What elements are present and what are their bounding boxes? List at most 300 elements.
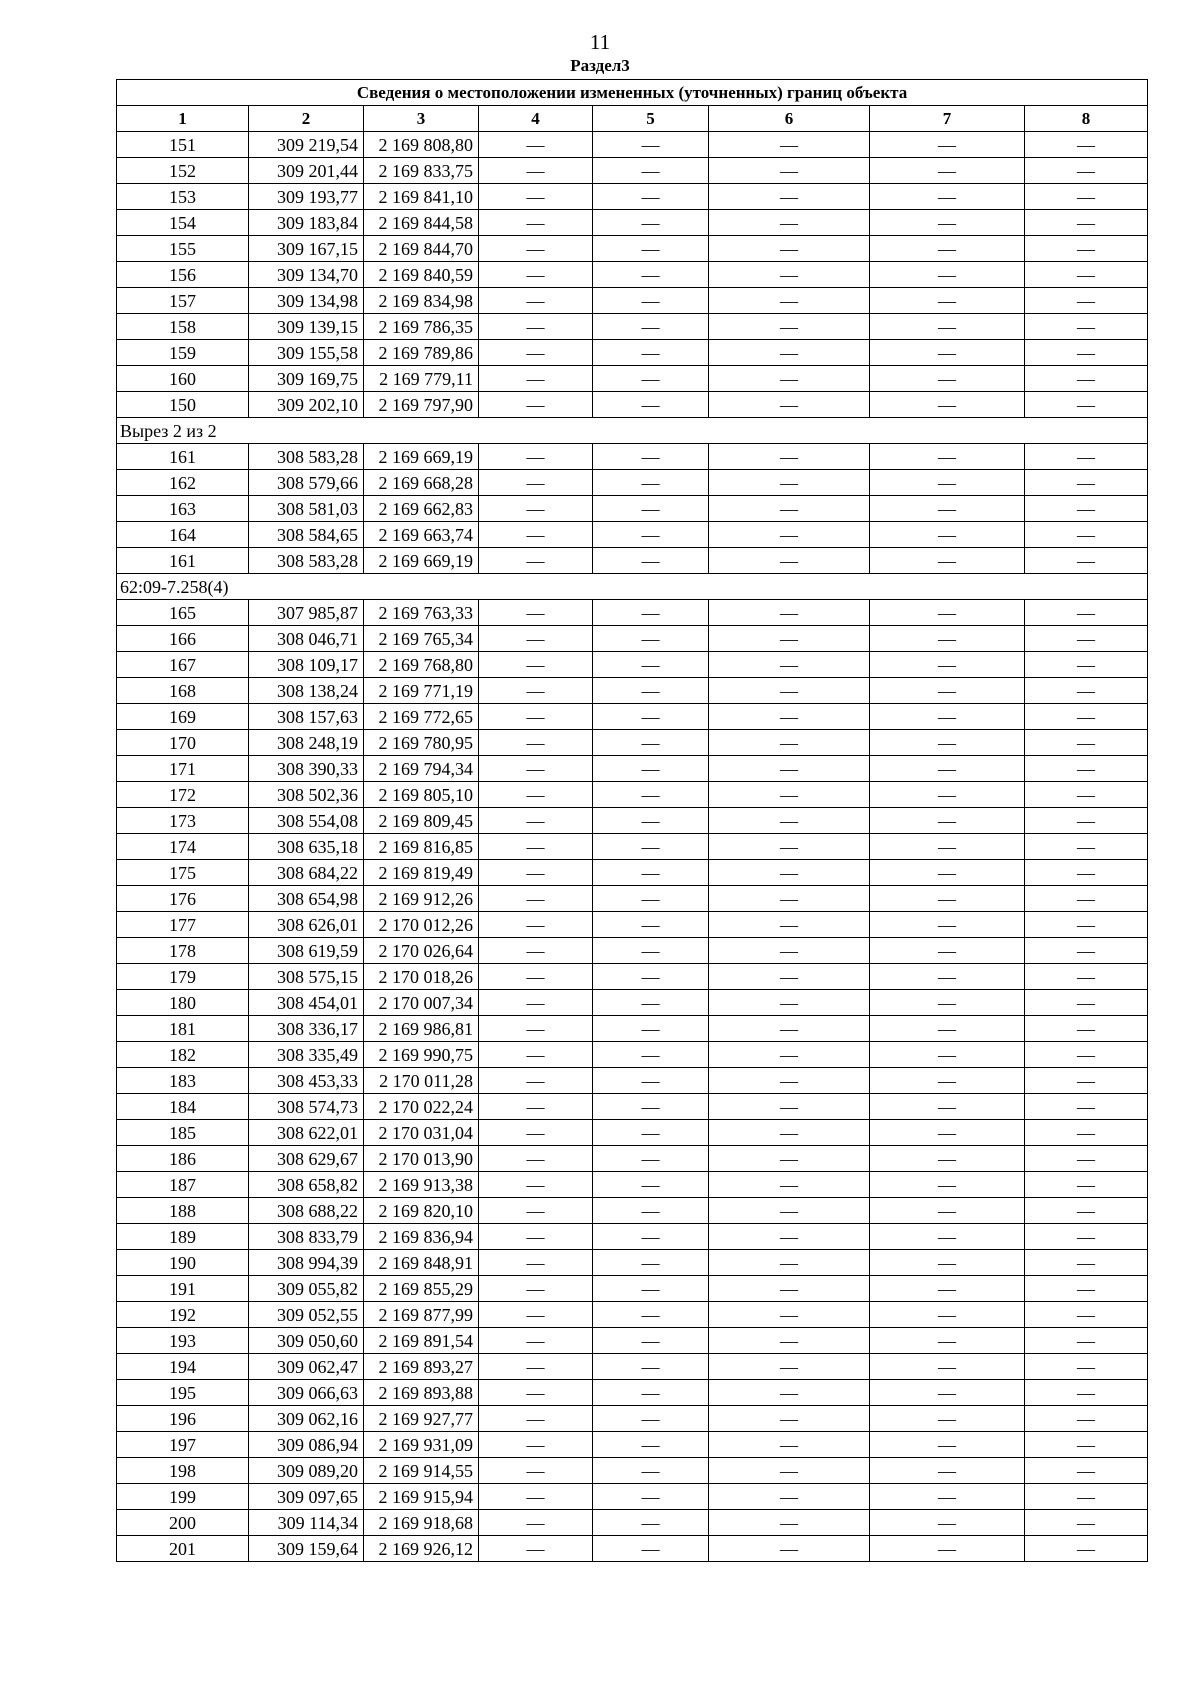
y-coordinate-cell: 2 169 786,35	[364, 314, 479, 340]
x-coordinate-cell: 309 159,64	[249, 1536, 364, 1562]
point-number-cell: 198	[117, 1458, 249, 1484]
empty-value-dash: —	[709, 548, 870, 574]
empty-value-dash: —	[479, 1172, 593, 1198]
empty-value-dash: —	[709, 1432, 870, 1458]
empty-value-dash: —	[479, 1380, 593, 1406]
empty-value-dash: —	[709, 444, 870, 470]
x-coordinate-cell: 308 584,65	[249, 522, 364, 548]
empty-value-dash: —	[870, 184, 1025, 210]
empty-value-dash: —	[593, 1484, 709, 1510]
empty-value-dash: —	[870, 1510, 1025, 1536]
empty-value-dash: —	[709, 470, 870, 496]
empty-value-dash: —	[1025, 1510, 1148, 1536]
table-row	[117, 1276, 1148, 1302]
y-coordinate-cell: 2 169 844,70	[364, 236, 479, 262]
y-coordinate-cell: 2 169 848,91	[364, 1250, 479, 1276]
point-number-cell: 172	[117, 782, 249, 808]
empty-value-dash: —	[1025, 600, 1148, 626]
column-header-5: 5	[593, 106, 709, 132]
x-coordinate-cell: 307 985,87	[249, 600, 364, 626]
x-coordinate-cell: 309 193,77	[249, 184, 364, 210]
y-coordinate-cell: 2 169 918,68	[364, 1510, 479, 1536]
x-coordinate-cell: 309 155,58	[249, 340, 364, 366]
y-coordinate-cell: 2 169 765,34	[364, 626, 479, 652]
x-coordinate-cell: 308 335,49	[249, 1042, 364, 1068]
point-number-cell: 157	[117, 288, 249, 314]
empty-value-dash: —	[479, 834, 593, 860]
empty-value-dash: —	[1025, 288, 1148, 314]
empty-value-dash: —	[870, 1016, 1025, 1042]
x-coordinate-cell: 308 684,22	[249, 860, 364, 886]
empty-value-dash: —	[479, 860, 593, 886]
empty-value-dash: —	[593, 496, 709, 522]
point-number-cell: 165	[117, 600, 249, 626]
x-coordinate-cell: 309 097,65	[249, 1484, 364, 1510]
table-body	[117, 132, 1148, 1562]
empty-value-dash: —	[1025, 1120, 1148, 1146]
empty-value-dash: —	[709, 1146, 870, 1172]
empty-value-dash: —	[870, 1094, 1025, 1120]
empty-value-dash: —	[709, 652, 870, 678]
empty-value-dash: —	[479, 262, 593, 288]
y-coordinate-cell: 2 169 669,19	[364, 444, 479, 470]
y-coordinate-cell: 2 169 663,74	[364, 522, 479, 548]
x-coordinate-cell: 308 502,36	[249, 782, 364, 808]
empty-value-dash: —	[479, 158, 593, 184]
empty-value-dash: —	[593, 314, 709, 340]
empty-value-dash: —	[709, 210, 870, 236]
point-number-cell: 173	[117, 808, 249, 834]
x-coordinate-cell: 308 626,01	[249, 912, 364, 938]
empty-value-dash: —	[870, 1198, 1025, 1224]
x-coordinate-cell: 308 629,67	[249, 1146, 364, 1172]
empty-value-dash: —	[593, 444, 709, 470]
empty-value-dash: —	[1025, 1406, 1148, 1432]
empty-value-dash: —	[870, 938, 1025, 964]
x-coordinate-cell: 308 833,79	[249, 1224, 364, 1250]
table-row	[117, 184, 1148, 210]
empty-value-dash: —	[1025, 652, 1148, 678]
empty-value-dash: —	[593, 470, 709, 496]
table-caption-row	[117, 80, 1148, 106]
y-coordinate-cell: 2 169 779,11	[364, 366, 479, 392]
empty-value-dash: —	[1025, 1068, 1148, 1094]
empty-value-dash: —	[479, 1484, 593, 1510]
empty-value-dash: —	[479, 600, 593, 626]
y-coordinate-cell: 2 169 893,88	[364, 1380, 479, 1406]
empty-value-dash: —	[593, 392, 709, 418]
empty-value-dash: —	[870, 600, 1025, 626]
empty-value-dash: —	[709, 1458, 870, 1484]
empty-value-dash: —	[1025, 470, 1148, 496]
point-number-cell: 190	[117, 1250, 249, 1276]
point-number-cell: 152	[117, 158, 249, 184]
empty-value-dash: —	[593, 1510, 709, 1536]
y-coordinate-cell: 2 169 669,19	[364, 548, 479, 574]
table-row	[117, 1068, 1148, 1094]
y-coordinate-cell: 2 169 927,77	[364, 1406, 479, 1432]
point-number-cell: 169	[117, 704, 249, 730]
y-coordinate-cell: 2 169 763,33	[364, 600, 479, 626]
empty-value-dash: —	[593, 678, 709, 704]
empty-value-dash: —	[593, 756, 709, 782]
empty-value-dash: —	[709, 782, 870, 808]
table-row	[117, 522, 1148, 548]
y-coordinate-cell: 2 169 794,34	[364, 756, 479, 782]
empty-value-dash: —	[479, 886, 593, 912]
table-row	[117, 886, 1148, 912]
empty-value-dash: —	[479, 1510, 593, 1536]
empty-value-dash: —	[1025, 1198, 1148, 1224]
table-row	[117, 1120, 1148, 1146]
empty-value-dash: —	[593, 1250, 709, 1276]
empty-value-dash: —	[709, 730, 870, 756]
table-row	[117, 158, 1148, 184]
empty-value-dash: —	[479, 1042, 593, 1068]
table-row	[117, 938, 1148, 964]
empty-value-dash: —	[479, 1224, 593, 1250]
point-number-cell: 178	[117, 938, 249, 964]
empty-value-dash: —	[870, 262, 1025, 288]
point-number-cell: 171	[117, 756, 249, 782]
x-coordinate-cell: 308 390,33	[249, 756, 364, 782]
x-coordinate-cell: 308 138,24	[249, 678, 364, 704]
empty-value-dash: —	[1025, 1016, 1148, 1042]
empty-value-dash: —	[593, 262, 709, 288]
table-row	[117, 600, 1148, 626]
y-coordinate-cell: 2 169 986,81	[364, 1016, 479, 1042]
table-row	[117, 496, 1148, 522]
empty-value-dash: —	[1025, 366, 1148, 392]
empty-value-dash: —	[593, 1276, 709, 1302]
empty-value-dash: —	[479, 626, 593, 652]
empty-value-dash: —	[593, 652, 709, 678]
empty-value-dash: —	[1025, 756, 1148, 782]
empty-value-dash: —	[1025, 1276, 1148, 1302]
empty-value-dash: —	[479, 808, 593, 834]
table-row	[117, 756, 1148, 782]
empty-value-dash: —	[1025, 938, 1148, 964]
y-coordinate-cell: 2 169 844,58	[364, 210, 479, 236]
group-label-row	[117, 418, 1148, 444]
table-row	[117, 626, 1148, 652]
point-number-cell: 160	[117, 366, 249, 392]
point-number-cell: 195	[117, 1380, 249, 1406]
y-coordinate-cell: 2 170 011,28	[364, 1068, 479, 1094]
empty-value-dash: —	[870, 1120, 1025, 1146]
empty-value-dash: —	[593, 1068, 709, 1094]
empty-value-dash: —	[593, 1120, 709, 1146]
empty-value-dash: —	[1025, 730, 1148, 756]
empty-value-dash: —	[709, 392, 870, 418]
empty-value-dash: —	[870, 912, 1025, 938]
empty-value-dash: —	[1025, 210, 1148, 236]
x-coordinate-cell: 308 574,73	[249, 1094, 364, 1120]
empty-value-dash: —	[870, 1328, 1025, 1354]
empty-value-dash: —	[593, 808, 709, 834]
empty-value-dash: —	[593, 704, 709, 730]
y-coordinate-cell: 2 170 007,34	[364, 990, 479, 1016]
empty-value-dash: —	[593, 522, 709, 548]
table-row	[117, 1328, 1148, 1354]
table-row	[117, 1094, 1148, 1120]
empty-value-dash: —	[870, 834, 1025, 860]
group-label: Вырез 2 из 2	[117, 418, 1148, 444]
empty-value-dash: —	[870, 314, 1025, 340]
y-coordinate-cell: 2 169 893,27	[364, 1354, 479, 1380]
empty-value-dash: —	[709, 262, 870, 288]
empty-value-dash: —	[709, 860, 870, 886]
empty-value-dash: —	[479, 1198, 593, 1224]
empty-value-dash: —	[870, 860, 1025, 886]
section-title: Раздел3	[570, 56, 630, 75]
empty-value-dash: —	[593, 1354, 709, 1380]
empty-value-dash: —	[709, 1484, 870, 1510]
table-row	[117, 1484, 1148, 1510]
empty-value-dash: —	[593, 548, 709, 574]
y-coordinate-cell: 2 169 891,54	[364, 1328, 479, 1354]
point-number-cell: 182	[117, 1042, 249, 1068]
table-row	[117, 470, 1148, 496]
x-coordinate-cell: 309 219,54	[249, 132, 364, 158]
empty-value-dash: —	[870, 678, 1025, 704]
point-number-cell: 194	[117, 1354, 249, 1380]
x-coordinate-cell: 308 688,22	[249, 1198, 364, 1224]
empty-value-dash: —	[709, 912, 870, 938]
table-row	[117, 1250, 1148, 1276]
empty-value-dash: —	[479, 1432, 593, 1458]
empty-value-dash: —	[870, 158, 1025, 184]
empty-value-dash: —	[479, 1016, 593, 1042]
y-coordinate-cell: 2 169 768,80	[364, 652, 479, 678]
point-number-cell: 158	[117, 314, 249, 340]
empty-value-dash: —	[479, 730, 593, 756]
empty-value-dash: —	[479, 496, 593, 522]
empty-value-dash: —	[479, 704, 593, 730]
empty-value-dash: —	[479, 444, 593, 470]
empty-value-dash: —	[1025, 1458, 1148, 1484]
x-coordinate-cell: 309 183,84	[249, 210, 364, 236]
empty-value-dash: —	[709, 938, 870, 964]
table-row	[117, 1172, 1148, 1198]
empty-value-dash: —	[1025, 496, 1148, 522]
empty-value-dash: —	[709, 288, 870, 314]
empty-value-dash: —	[709, 600, 870, 626]
empty-value-dash: —	[1025, 548, 1148, 574]
empty-value-dash: —	[479, 522, 593, 548]
empty-value-dash: —	[479, 340, 593, 366]
empty-value-dash: —	[870, 990, 1025, 1016]
table-row	[117, 132, 1148, 158]
empty-value-dash: —	[709, 1094, 870, 1120]
table-row	[117, 1354, 1148, 1380]
empty-value-dash: —	[870, 756, 1025, 782]
empty-value-dash: —	[870, 288, 1025, 314]
y-coordinate-cell: 2 169 805,10	[364, 782, 479, 808]
table-row	[117, 1224, 1148, 1250]
point-number-cell: 163	[117, 496, 249, 522]
empty-value-dash: —	[593, 1016, 709, 1042]
empty-value-dash: —	[709, 704, 870, 730]
y-coordinate-cell: 2 169 841,10	[364, 184, 479, 210]
point-number-cell: 174	[117, 834, 249, 860]
point-number-cell: 166	[117, 626, 249, 652]
empty-value-dash: —	[1025, 340, 1148, 366]
point-number-cell: 185	[117, 1120, 249, 1146]
point-number-cell: 179	[117, 964, 249, 990]
empty-value-dash: —	[593, 1432, 709, 1458]
empty-value-dash: —	[593, 158, 709, 184]
x-coordinate-cell: 309 050,60	[249, 1328, 364, 1354]
empty-value-dash: —	[709, 1380, 870, 1406]
table-row	[117, 1432, 1148, 1458]
x-coordinate-cell: 308 581,03	[249, 496, 364, 522]
empty-value-dash: —	[870, 1432, 1025, 1458]
table-row	[117, 1536, 1148, 1562]
empty-value-dash: —	[479, 652, 593, 678]
empty-value-dash: —	[709, 1224, 870, 1250]
y-coordinate-cell: 2 169 912,26	[364, 886, 479, 912]
empty-value-dash: —	[479, 1146, 593, 1172]
table-row	[117, 834, 1148, 860]
empty-value-dash: —	[1025, 184, 1148, 210]
empty-value-dash: —	[1025, 782, 1148, 808]
empty-value-dash: —	[593, 964, 709, 990]
x-coordinate-cell: 309 114,34	[249, 1510, 364, 1536]
empty-value-dash: —	[479, 964, 593, 990]
empty-value-dash: —	[479, 1120, 593, 1146]
y-coordinate-cell: 2 170 026,64	[364, 938, 479, 964]
empty-value-dash: —	[1025, 678, 1148, 704]
empty-value-dash: —	[1025, 1042, 1148, 1068]
empty-value-dash: —	[870, 782, 1025, 808]
empty-value-dash: —	[870, 886, 1025, 912]
x-coordinate-cell: 309 134,70	[249, 262, 364, 288]
point-number-cell: 154	[117, 210, 249, 236]
x-coordinate-cell: 309 052,55	[249, 1302, 364, 1328]
empty-value-dash: —	[1025, 1302, 1148, 1328]
empty-value-dash: —	[479, 1406, 593, 1432]
empty-value-dash: —	[593, 912, 709, 938]
empty-value-dash: —	[709, 1536, 870, 1562]
empty-value-dash: —	[870, 1250, 1025, 1276]
x-coordinate-cell: 308 453,33	[249, 1068, 364, 1094]
table-row	[117, 1458, 1148, 1484]
x-coordinate-cell: 308 579,66	[249, 470, 364, 496]
empty-value-dash: —	[709, 1068, 870, 1094]
table-row	[117, 1510, 1148, 1536]
point-number-cell: 192	[117, 1302, 249, 1328]
y-coordinate-cell: 2 170 012,26	[364, 912, 479, 938]
y-coordinate-cell: 2 170 022,24	[364, 1094, 479, 1120]
empty-value-dash: —	[709, 1016, 870, 1042]
empty-value-dash: —	[593, 1224, 709, 1250]
x-coordinate-cell: 309 169,75	[249, 366, 364, 392]
empty-value-dash: —	[709, 1250, 870, 1276]
empty-value-dash: —	[870, 236, 1025, 262]
empty-value-dash: —	[1025, 704, 1148, 730]
empty-value-dash: —	[870, 964, 1025, 990]
y-coordinate-cell: 2 169 913,38	[364, 1172, 479, 1198]
empty-value-dash: —	[709, 834, 870, 860]
y-coordinate-cell: 2 169 789,86	[364, 340, 479, 366]
empty-value-dash: —	[479, 1536, 593, 1562]
y-coordinate-cell: 2 169 771,19	[364, 678, 479, 704]
y-coordinate-cell: 2 169 834,98	[364, 288, 479, 314]
x-coordinate-cell: 309 066,63	[249, 1380, 364, 1406]
empty-value-dash: —	[709, 626, 870, 652]
table-caption: Сведения о местоположении измененных (уточненных) границ объекта	[117, 80, 1148, 106]
table-row	[117, 288, 1148, 314]
empty-value-dash: —	[593, 990, 709, 1016]
empty-value-dash: —	[709, 1328, 870, 1354]
point-number-cell: 153	[117, 184, 249, 210]
point-number-cell: 181	[117, 1016, 249, 1042]
point-number-cell: 177	[117, 912, 249, 938]
y-coordinate-cell: 2 169 820,10	[364, 1198, 479, 1224]
table-row	[117, 236, 1148, 262]
table-row	[117, 366, 1148, 392]
x-coordinate-cell: 309 062,16	[249, 1406, 364, 1432]
empty-value-dash: —	[479, 1302, 593, 1328]
empty-value-dash: —	[1025, 1380, 1148, 1406]
point-number-cell: 151	[117, 132, 249, 158]
empty-value-dash: —	[593, 938, 709, 964]
table-row	[117, 1198, 1148, 1224]
x-coordinate-cell: 308 575,15	[249, 964, 364, 990]
empty-value-dash: —	[870, 444, 1025, 470]
empty-value-dash: —	[1025, 1432, 1148, 1458]
x-coordinate-cell: 308 658,82	[249, 1172, 364, 1198]
empty-value-dash: —	[593, 626, 709, 652]
empty-value-dash: —	[709, 1510, 870, 1536]
empty-value-dash: —	[593, 1458, 709, 1484]
empty-value-dash: —	[593, 340, 709, 366]
y-coordinate-cell: 2 169 840,59	[364, 262, 479, 288]
empty-value-dash: —	[593, 1094, 709, 1120]
empty-value-dash: —	[593, 730, 709, 756]
y-coordinate-cell: 2 170 018,26	[364, 964, 479, 990]
empty-value-dash: —	[1025, 236, 1148, 262]
empty-value-dash: —	[1025, 1250, 1148, 1276]
x-coordinate-cell: 309 086,94	[249, 1432, 364, 1458]
x-coordinate-cell: 309 062,47	[249, 1354, 364, 1380]
empty-value-dash: —	[593, 1042, 709, 1068]
empty-value-dash: —	[709, 132, 870, 158]
empty-value-dash: —	[479, 1068, 593, 1094]
empty-value-dash: —	[479, 678, 593, 704]
empty-value-dash: —	[709, 964, 870, 990]
point-number-cell: 189	[117, 1224, 249, 1250]
empty-value-dash: —	[479, 184, 593, 210]
point-number-cell: 183	[117, 1068, 249, 1094]
empty-value-dash: —	[709, 314, 870, 340]
point-number-cell: 161	[117, 548, 249, 574]
empty-value-dash: —	[1025, 1094, 1148, 1120]
table-row	[117, 1016, 1148, 1042]
x-coordinate-cell: 308 635,18	[249, 834, 364, 860]
empty-value-dash: —	[479, 1458, 593, 1484]
empty-value-dash: —	[479, 990, 593, 1016]
empty-value-dash: —	[479, 938, 593, 964]
x-coordinate-cell: 308 109,17	[249, 652, 364, 678]
y-coordinate-cell: 2 169 877,99	[364, 1302, 479, 1328]
point-number-cell: 168	[117, 678, 249, 704]
empty-value-dash: —	[870, 210, 1025, 236]
x-coordinate-cell: 308 336,17	[249, 1016, 364, 1042]
empty-value-dash: —	[870, 1172, 1025, 1198]
empty-value-dash: —	[1025, 834, 1148, 860]
